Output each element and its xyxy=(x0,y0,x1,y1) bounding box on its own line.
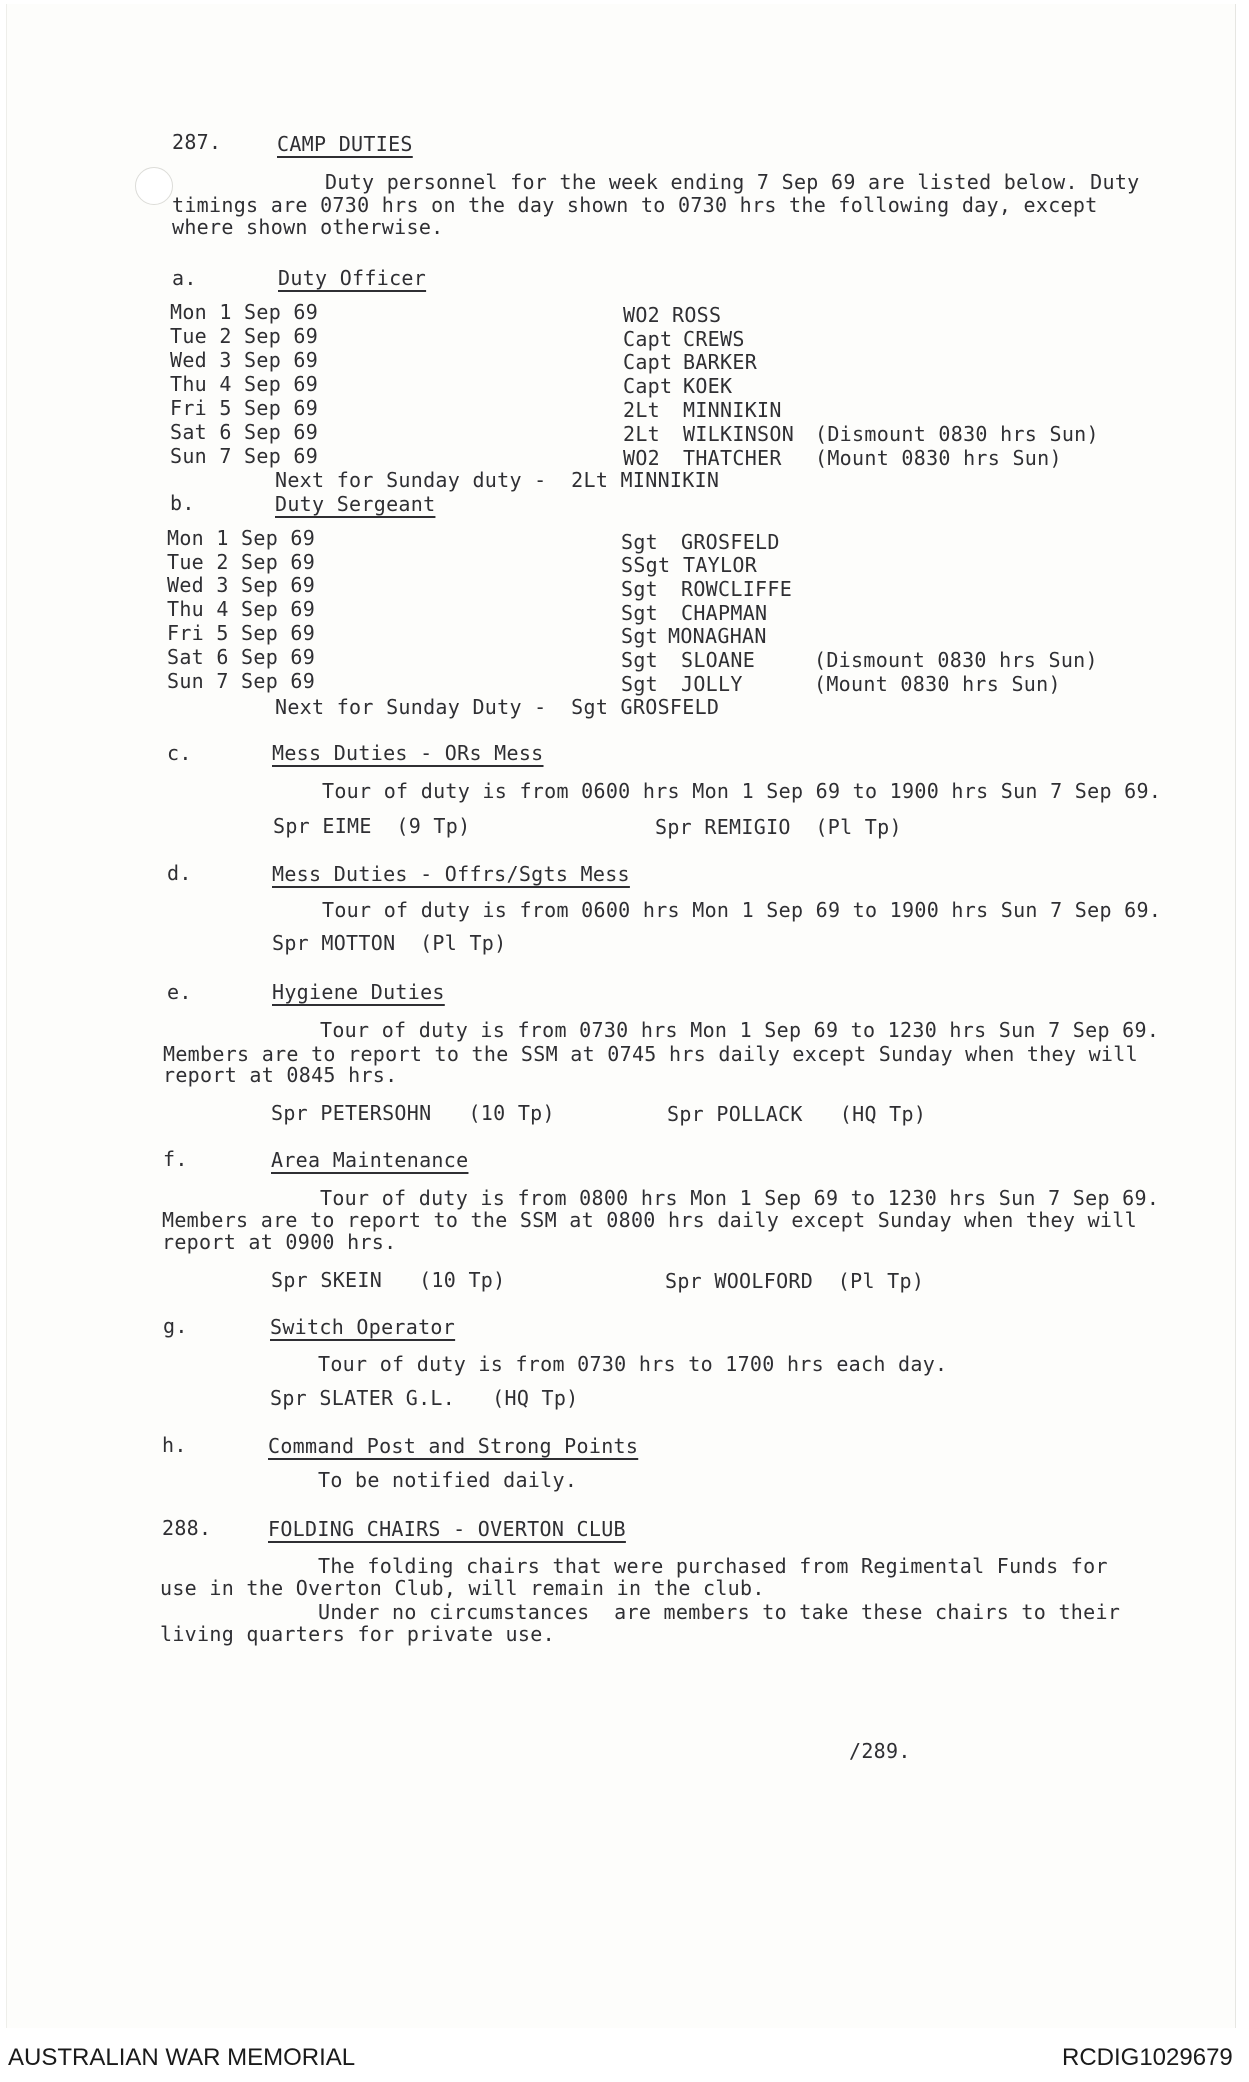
roster-rank: WO2 xyxy=(623,446,661,470)
hygiene-line-2: Members are to report to the SSM at 0745 hrs daily except Sunday when they will xyxy=(163,1042,1138,1066)
hygiene-heading: Hygiene Duties xyxy=(272,980,445,1004)
roster-rank: 2Lt xyxy=(623,422,661,446)
roster-name: BARKER xyxy=(683,350,758,374)
item-number-288: 288. xyxy=(162,1516,212,1540)
ors-mess-person-2: Spr REMIGIO (Pl Tp) xyxy=(655,815,902,839)
roster-day: Mon 1 Sep 69 xyxy=(167,526,316,550)
roster-day: Fri 5 Sep 69 xyxy=(167,621,316,645)
roster-name: CREWS xyxy=(683,327,745,351)
roster-day: Sat 6 Sep 69 xyxy=(170,420,319,444)
hygiene-person-1: Spr PETERSOHN (10 Tp) xyxy=(271,1101,555,1125)
roster-rank: Capt xyxy=(623,374,673,398)
hygiene-letter: e. xyxy=(167,980,192,1004)
area-maint-letter: f. xyxy=(163,1147,188,1171)
item-title-folding-chairs: FOLDING CHAIRS - OVERTON CLUB xyxy=(268,1517,626,1541)
roster-name: THATCHER xyxy=(683,446,782,470)
offrs-mess-letter: d. xyxy=(167,861,192,885)
roster-day: Thu 4 Sep 69 xyxy=(167,597,316,621)
switch-op-letter: g. xyxy=(163,1314,188,1338)
roster-name: KOEK xyxy=(683,374,733,398)
area-maint-heading: Area Maintenance xyxy=(271,1148,469,1172)
area-maint-line-2: Members are to report to the SSM at 0800 hrs daily except Sunday when they will xyxy=(162,1208,1137,1232)
roster-name: MINNIKIN xyxy=(683,398,782,422)
roster-rank: Capt xyxy=(623,327,673,351)
item-number-287: 287. xyxy=(172,130,222,154)
footer-record-id: RCDIG1029679 xyxy=(1062,2044,1233,2071)
duty-sergeant-heading: Duty Sergeant xyxy=(275,492,436,516)
roster-rank: Sgt xyxy=(621,648,659,672)
punch-hole xyxy=(135,167,173,205)
command-post-letter: h. xyxy=(162,1433,187,1457)
roster-name: ROSS xyxy=(672,303,722,327)
offrs-mess-heading: Mess Duties - Offrs/Sgts Mess xyxy=(272,862,630,886)
next-page-reference: /289. xyxy=(849,1739,911,1763)
hygiene-tour: Tour of duty is from 0730 hrs Mon 1 Sep 69 to 1230 hrs Sun 7 Sep 69. xyxy=(320,1018,1160,1042)
offrs-mess-person-1: Spr MOTTON (Pl Tp) xyxy=(272,931,507,955)
roster-name: CHAPMAN xyxy=(681,601,768,625)
hygiene-line-3: report at 0845 hrs. xyxy=(163,1063,398,1087)
intro-line-3: where shown otherwise. xyxy=(172,215,444,239)
roster-day: Tue 2 Sep 69 xyxy=(167,550,316,574)
command-post-heading: Command Post and Strong Points xyxy=(268,1434,639,1458)
roster-day: Wed 3 Sep 69 xyxy=(170,348,319,372)
offrs-mess-tour: Tour of duty is from 0600 hrs Mon 1 Sep 69 to 1900 hrs Sun 7 Sep 69. xyxy=(322,898,1162,922)
ors-mess-person-1: Spr EIME (9 Tp) xyxy=(273,814,471,838)
roster-note: (Dismount 0830 hrs Sun) xyxy=(814,648,1098,672)
roster-day: Tue 2 Sep 69 xyxy=(170,324,319,348)
roster-rank: Sgt xyxy=(621,624,659,648)
roster-rank: SSgt xyxy=(621,553,671,577)
roster-name: SLOANE xyxy=(681,648,756,672)
hygiene-person-2: Spr POLLACK (HQ Tp) xyxy=(667,1102,927,1126)
command-post-text: To be notified daily. xyxy=(318,1468,578,1492)
roster-rank: Sgt xyxy=(621,672,659,696)
item288-line-3: Under no circumstances are members to take these chairs to their xyxy=(318,1600,1121,1624)
footer-institution: AUSTRALIAN WAR MEMORIAL xyxy=(8,2044,356,2071)
area-maint-line-3: report at 0900 hrs. xyxy=(162,1230,397,1254)
intro-line-2: timings are 0730 hrs on the day shown to 0730 hrs the following day, except xyxy=(172,193,1098,217)
roster-note: (Mount 0830 hrs Sun) xyxy=(814,672,1061,696)
switch-op-tour: Tour of duty is from 0730 hrs to 1700 hrs each day. xyxy=(318,1352,948,1376)
roster-note: (Mount 0830 hrs Sun) xyxy=(815,446,1062,470)
duty-sergeant-next: Next for Sunday Duty - Sgt GROSFELD xyxy=(275,695,720,719)
ors-mess-tour: Tour of duty is from 0600 hrs Mon 1 Sep 69 to 1900 hrs Sun 7 Sep 69. xyxy=(322,779,1162,803)
roster-rank: Sgt xyxy=(621,530,659,554)
roster-day: Thu 4 Sep 69 xyxy=(170,372,319,396)
ors-mess-letter: c. xyxy=(167,741,192,765)
roster-day: Sun 7 Sep 69 xyxy=(167,669,316,693)
switch-op-person-1: Spr SLATER G.L. (HQ Tp) xyxy=(270,1386,579,1410)
duty-sergeant-letter: b. xyxy=(170,491,195,515)
roster-name: MONAGHAN xyxy=(668,624,767,648)
roster-rank: Capt xyxy=(623,350,673,374)
item288-line-2: use in the Overton Club, will remain in the club. xyxy=(160,1576,765,1600)
roster-rank: Sgt xyxy=(621,577,659,601)
roster-day: Fri 5 Sep 69 xyxy=(170,396,319,420)
roster-name: ROWCLIFFE xyxy=(681,577,793,601)
roster-day: Sun 7 Sep 69 xyxy=(170,444,319,468)
item-title-camp-duties: CAMP DUTIES xyxy=(277,132,413,156)
roster-rank: WO2 xyxy=(623,303,661,327)
ors-mess-heading: Mess Duties - ORs Mess xyxy=(272,741,544,765)
roster-day: Wed 3 Sep 69 xyxy=(167,573,316,597)
roster-day: Sat 6 Sep 69 xyxy=(167,645,316,669)
area-maint-tour: Tour of duty is from 0800 hrs Mon 1 Sep 69 to 1230 hrs Sun 7 Sep 69. xyxy=(320,1186,1160,1210)
area-maint-person-2: Spr WOOLFORD (Pl Tp) xyxy=(665,1269,925,1293)
roster-name: TAYLOR xyxy=(683,553,758,577)
area-maint-person-1: Spr SKEIN (10 Tp) xyxy=(271,1268,506,1292)
switch-op-heading: Switch Operator xyxy=(270,1315,456,1339)
roster-name: GROSFELD xyxy=(681,530,780,554)
intro-line-1: Duty personnel for the week ending 7 Sep 69 are listed below. Duty xyxy=(325,170,1140,194)
duty-officer-heading: Duty Officer xyxy=(278,266,427,290)
roster-rank: Sgt xyxy=(621,601,659,625)
roster-name: JOLLY xyxy=(681,672,743,696)
item288-line-1: The folding chairs that were purchased from Regimental Funds for xyxy=(318,1554,1108,1578)
roster-note: (Dismount 0830 hrs Sun) xyxy=(815,422,1099,446)
duty-officer-next: Next for Sunday duty - 2Lt MINNIKIN xyxy=(275,468,720,492)
item288-line-4: living quarters for private use. xyxy=(160,1622,555,1646)
roster-day: Mon 1 Sep 69 xyxy=(170,300,319,324)
duty-officer-letter: a. xyxy=(172,266,197,290)
roster-rank: 2Lt xyxy=(623,398,661,422)
roster-name: WILKINSON xyxy=(683,422,795,446)
